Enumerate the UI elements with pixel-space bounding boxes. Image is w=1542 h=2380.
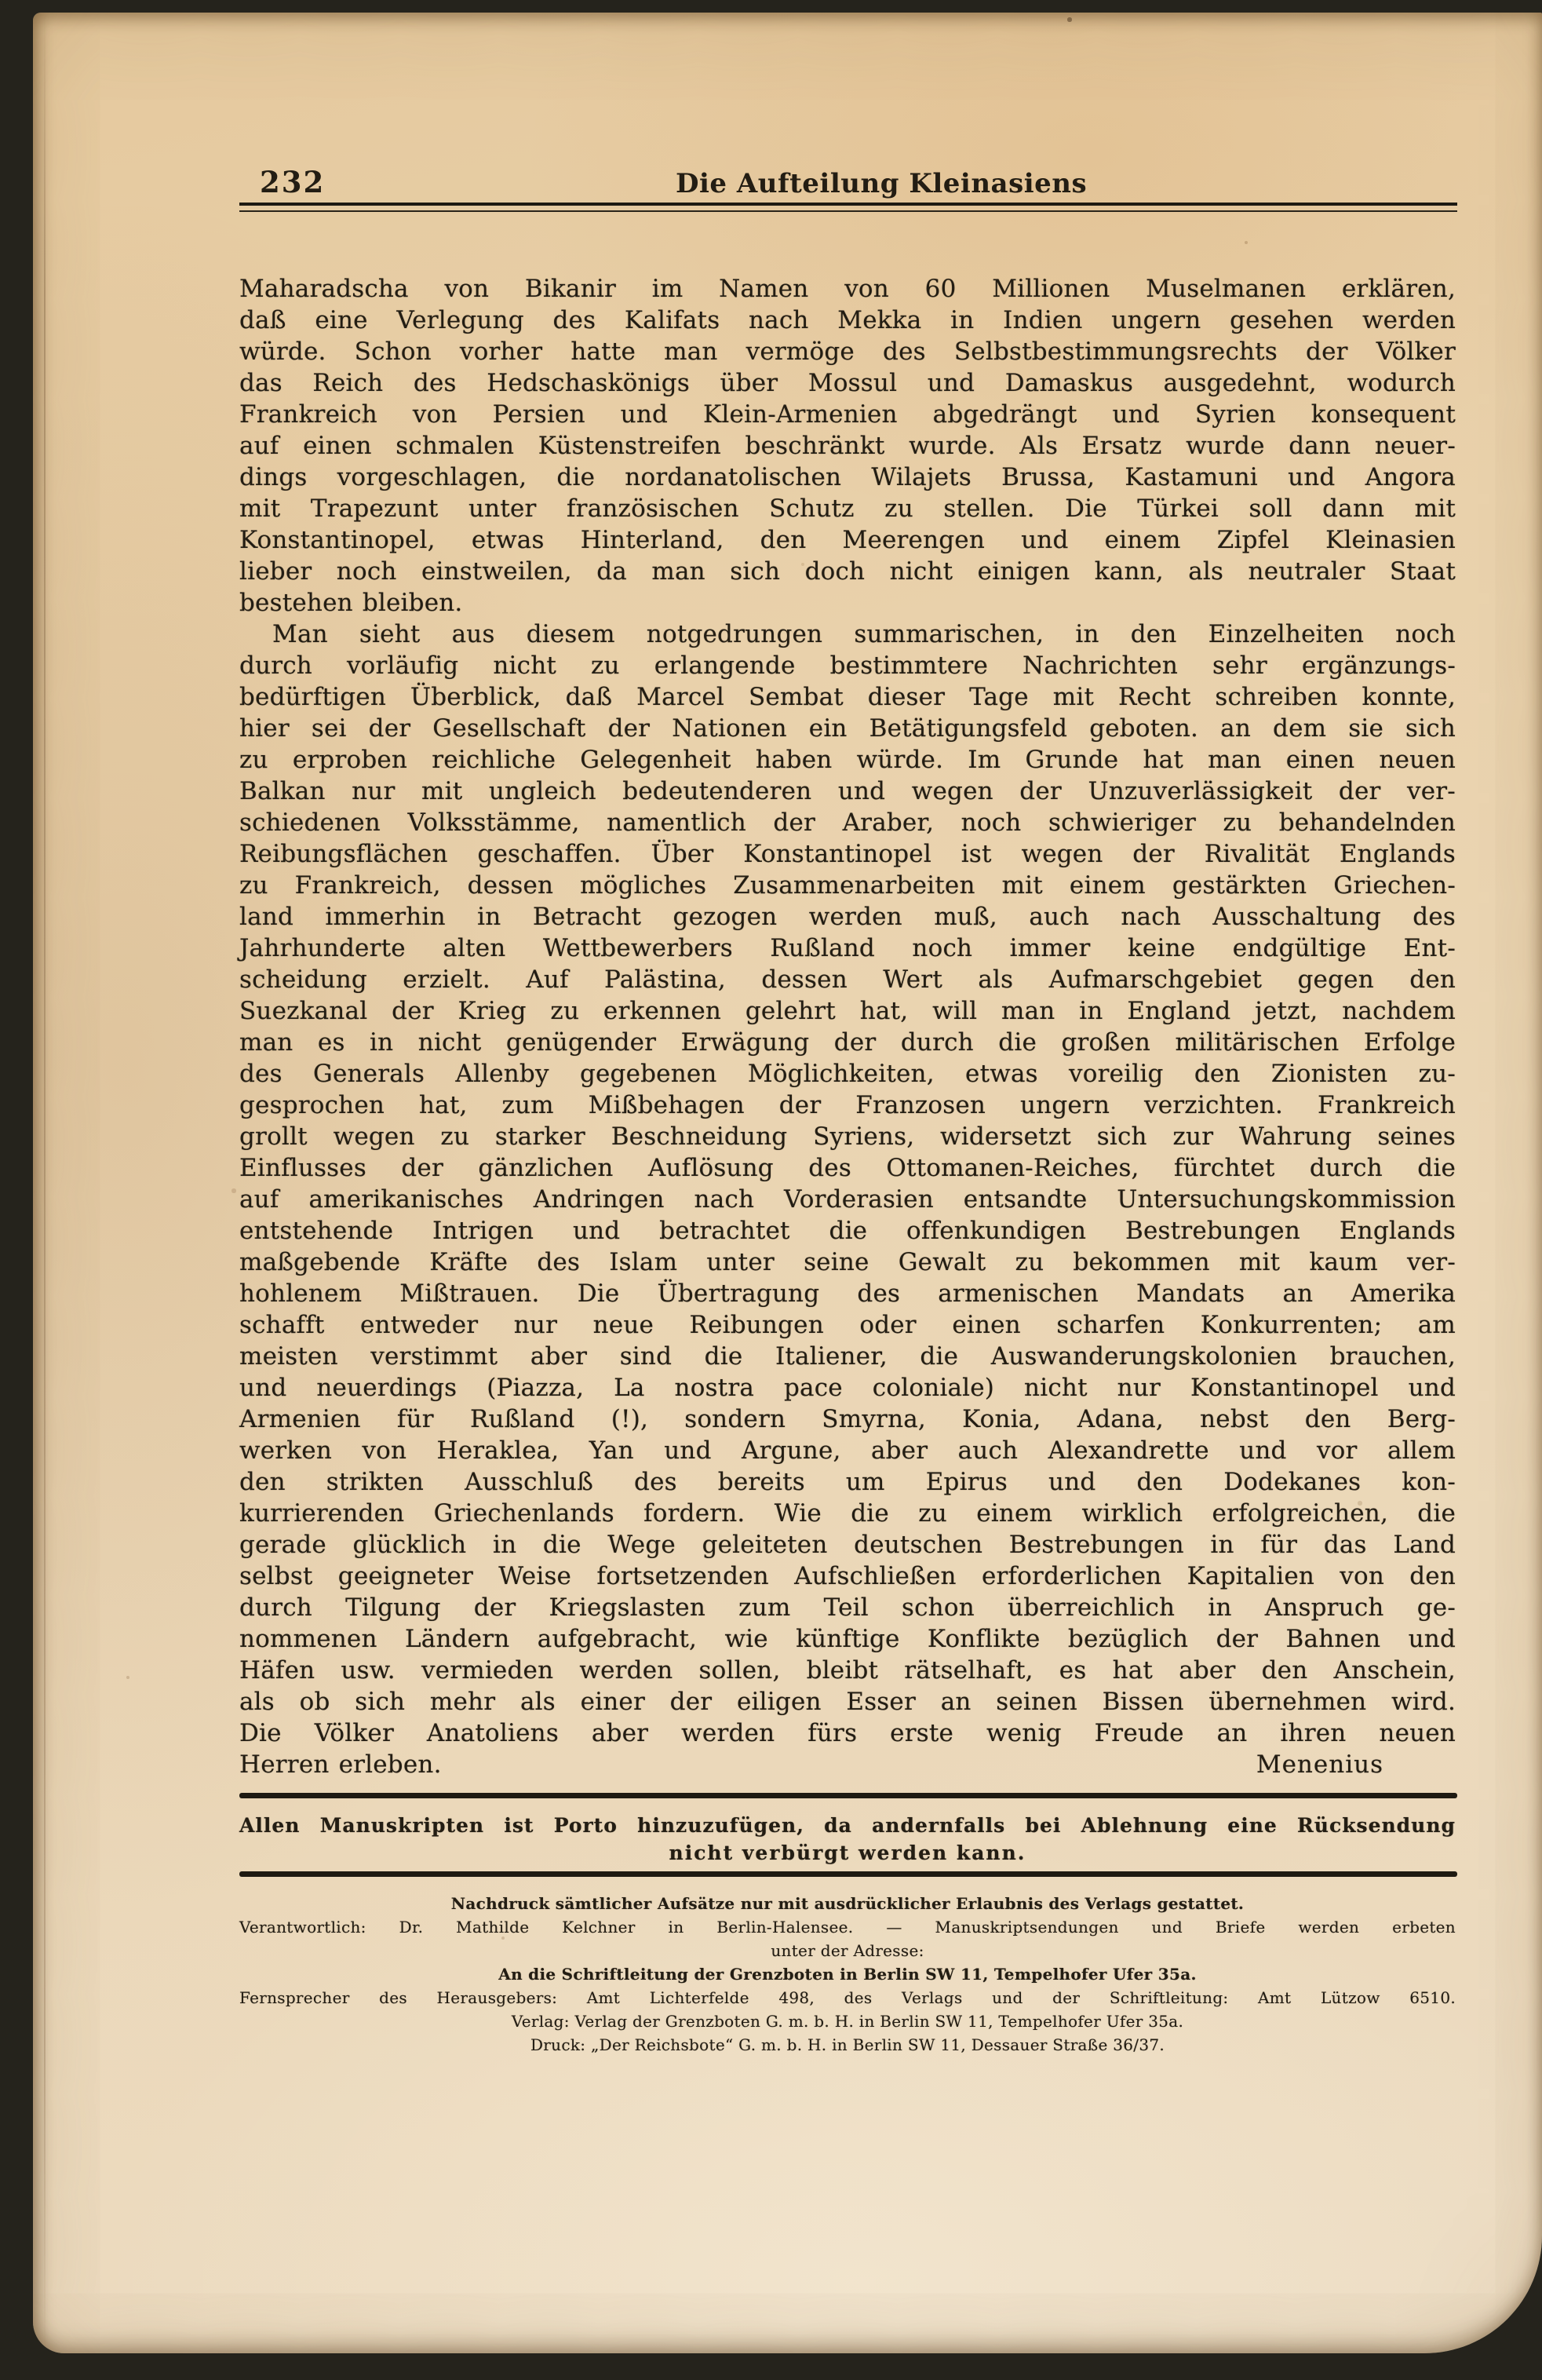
body-line: durch vorläufig nicht zu erlangende bestimmtere Nachrichten sehr ergänzungs- (239, 652, 1456, 680)
body-line: als ob sich mehr als einer der eiligen Esser an seinen Bissen übernehmen wird. (239, 1688, 1456, 1716)
body-line: würde. Schon vorher hatte man vermöge des Selbstbestimmungsrechts der Völker (239, 338, 1456, 366)
imprint-line: Nachdruck sämtlicher Aufsätze nur mit ausdrücklicher Erlaubnis des Verlags gestattet. (450, 1894, 1245, 1913)
imprint-line: unter der Adresse: (771, 1941, 924, 1960)
page-header (239, 155, 1456, 204)
paragraph (239, 273, 1456, 619)
body-line: nommenen Ländern aufgebracht, wie künftige Konflikte bezüglich der Bahnen und (239, 1625, 1456, 1653)
notice-line-1: Allen Manuskripten ist Porto hinzuzufügen, da andernfalls bei Ablehnung eine Rücksendung (239, 1814, 1456, 1837)
body-line: man es in nicht genügender Erwägung der durch die großen militärischen Erfolge (239, 1028, 1456, 1057)
body-line: scheidung erzielt. Auf Palästina, dessen Wert als Aufmarschgebiet gegen den (239, 966, 1456, 994)
body-line: gerade glücklich in die Wege geleiteten deutschen Bestrebungen in für das Land (239, 1531, 1456, 1559)
article-body (239, 273, 1456, 1780)
body-line: und neuerdings (Piazza, La nostra pace coloniale) nicht nur Konstantinopel und (239, 1374, 1456, 1402)
body-line: des Generals Allenby gegebenen Möglichkeiten, etwas voreilig den Zionisten zu- (239, 1060, 1456, 1088)
body-line: Frankreich von Persien und Klein-Armenien abgedrängt und Syrien konsequent (239, 400, 1456, 429)
body-line: Armenien für Rußland (!), sondern Smyrna, Konia, Adana, nebst den Berg- (239, 1405, 1456, 1433)
body-line: kurrierenden Griechenlands fordern. Wie die zu einem wirklich erfolgreichen, die (239, 1499, 1456, 1528)
body-line: selbst geeigneter Weise fortsetzenden Aufschließen erforderlichen Kapitalien von den (239, 1562, 1456, 1590)
paper-specks (33, 13, 35, 14)
body-line: Konstantinopel, etwas Hinterland, den Meerengen und einem Zipfel Kleinasien (239, 526, 1456, 554)
body-line: auf einen schmalen Küstenstreifen beschränkt wurde. Als Ersatz wurde dann neuer- (239, 432, 1456, 460)
body-line: durch Tilgung der Kriegslasten zum Teil schon überreichlich in Anspruch ge- (239, 1593, 1456, 1622)
imprint (239, 1892, 1456, 2057)
header-rule (239, 203, 1457, 212)
manuscript-notice (239, 1812, 1456, 1867)
imprint-line: An die Schriftleitung der Grenzboten in Berlin SW 11, Tempelhofer Ufer 35a. (498, 1965, 1197, 1984)
signature: Menenius (1256, 1750, 1383, 1779)
body-line: dings vorgeschlagen, die nordanatolischen Wilajets Brussa, Kastamuni und Angora (239, 463, 1456, 491)
imprint-line: Verantwortlich: Dr. Mathilde Kelchner in Berlin-Halensee. — Manuskriptsendungen und Briefe werden erbeten (239, 1918, 1456, 1936)
running-title: Die Aufteilung Kleinasiens (676, 168, 1088, 199)
imprint-line: Fernsprecher des Herausgebers: Amt Lichterfelde 498, des Verlags und der Schriftleitung: Amt Lützow 6510. (239, 1988, 1456, 2007)
body-line: Die Völker Anatoliens aber werden fürs erste wenig Freude an ihren neuen (239, 1719, 1456, 1747)
body-line: land immerhin in Betracht gezogen werden muß, auch nach Ausschaltung des (239, 903, 1456, 931)
body-line: zu Frankreich, dessen mögliches Zusammenarbeiten mit einem gestärkten Griechen- (239, 871, 1456, 900)
body-line: Man sieht aus diesem notgedrungen summarischen, in den Einzelheiten noch (272, 620, 1456, 648)
notice-rule-bottom (239, 1871, 1457, 1877)
body-line: grollt wegen zu starker Beschneidung Syriens, widersetzt sich zur Wahrung seines (239, 1122, 1456, 1151)
body-line: gesprochen hat, zum Mißbehagen der Franzosen ungern verzichten. Frankreich (239, 1091, 1456, 1119)
body-line: meisten verstimmt aber sind die Italiener, die Auswanderungskolonien brauchen, (239, 1342, 1456, 1371)
body-line: daß eine Verlegung des Kalifats nach Mekka in Indien ungern gesehen werden (239, 306, 1456, 334)
body-line: den strikten Ausschluß des bereits um Epirus und den Dodekanes kon- (239, 1468, 1456, 1496)
page (33, 13, 1542, 2353)
imprint-line: Verlag: Verlag der Grenzboten G. m. b. H. in Berlin SW 11, Tempelhofer Ufer 35a. (511, 2012, 1184, 2031)
body-line: mit Trapezunt unter französischen Schutz zu stellen. Die Türkei soll dann mit (239, 495, 1456, 523)
closing-text: Herren erleben. (239, 1750, 442, 1779)
body-line: das Reich des Hedschaskönigs über Mossul und Damaskus ausgedehnt, wodurch (239, 369, 1456, 397)
body-line: schiedenen Volksstämme, namentlich der Araber, noch schwieriger zu behandelnden (239, 809, 1456, 837)
body-line: lieber noch einstweilen, da man sich doch nicht einigen kann, als neutraler Staat (239, 557, 1456, 586)
body-line: Reibungsflächen geschaffen. Über Konstantinopel ist wegen der Rivalität Englands (239, 840, 1456, 868)
imprint-line: Druck: „Der Reichsbote“ G. m. b. H. in Berlin SW 11, Dessauer Straße 36/37. (530, 2035, 1165, 2054)
body-line: hohlenem Mißtrauen. Die Übertragung des armenischen Mandats an Amerika (239, 1279, 1456, 1308)
body-line: auf amerikanisches Andringen nach Vorderasien entsandte Untersuchungskommission (239, 1185, 1456, 1214)
notice-line-2: nicht verbürgt werden kann. (669, 1842, 1026, 1864)
signature-line (239, 1749, 1456, 1780)
page-number: 232 (260, 165, 326, 199)
body-line: werken von Heraklea, Yan und Argune, aber auch Alexandrette und vor allem (239, 1436, 1456, 1465)
body-line: Jahrhunderte alten Wettbewerbers Rußland noch immer keine endgültige Ent- (239, 934, 1456, 962)
body-line: Einflusses der gänzlichen Auflösung des Ottomanen-Reiches, fürchtet durch die (239, 1154, 1456, 1182)
page-edge-crease (44, 13, 46, 2353)
body-line: hier sei der Gesellschaft der Nationen ein Betätigungsfeld geboten. an dem sie sich (239, 714, 1456, 743)
paragraph (239, 619, 1456, 1780)
body-line: entstehende Intrigen und betrachtet die offenkundigen Bestrebungen Englands (239, 1217, 1456, 1245)
body-line: bedürftigen Überblick, daß Marcel Sembat dieser Tage mit Recht schreiben konnte, (239, 683, 1456, 711)
body-line: bestehen bleiben. (239, 589, 463, 617)
body-line: Häfen usw. vermieden werden sollen, bleibt rätselhaft, es hat aber den Anschein, (239, 1656, 1456, 1685)
body-line: schafft entweder nur neue Reibungen oder einen scharfen Konkurrenten; am (239, 1311, 1456, 1339)
notice-rule-top (239, 1793, 1457, 1798)
body-line: maßgebende Kräfte des Islam unter seine Gewalt zu bekommen mit kaum ver- (239, 1248, 1456, 1276)
body-line: Suezkanal der Krieg zu erkennen gelehrt hat, will man in England jetzt, nachdem (239, 997, 1456, 1025)
body-line: Balkan nur mit ungleich bedeutenderen und wegen der Unzuverlässigkeit der ver- (239, 777, 1456, 805)
body-line: Maharadscha von Bikanir im Namen von 60 Millionen Muselmanen erklären, (239, 275, 1456, 303)
body-line: zu erproben reichliche Gelegenheit haben würde. Im Grunde hat man einen neuen (239, 746, 1456, 774)
